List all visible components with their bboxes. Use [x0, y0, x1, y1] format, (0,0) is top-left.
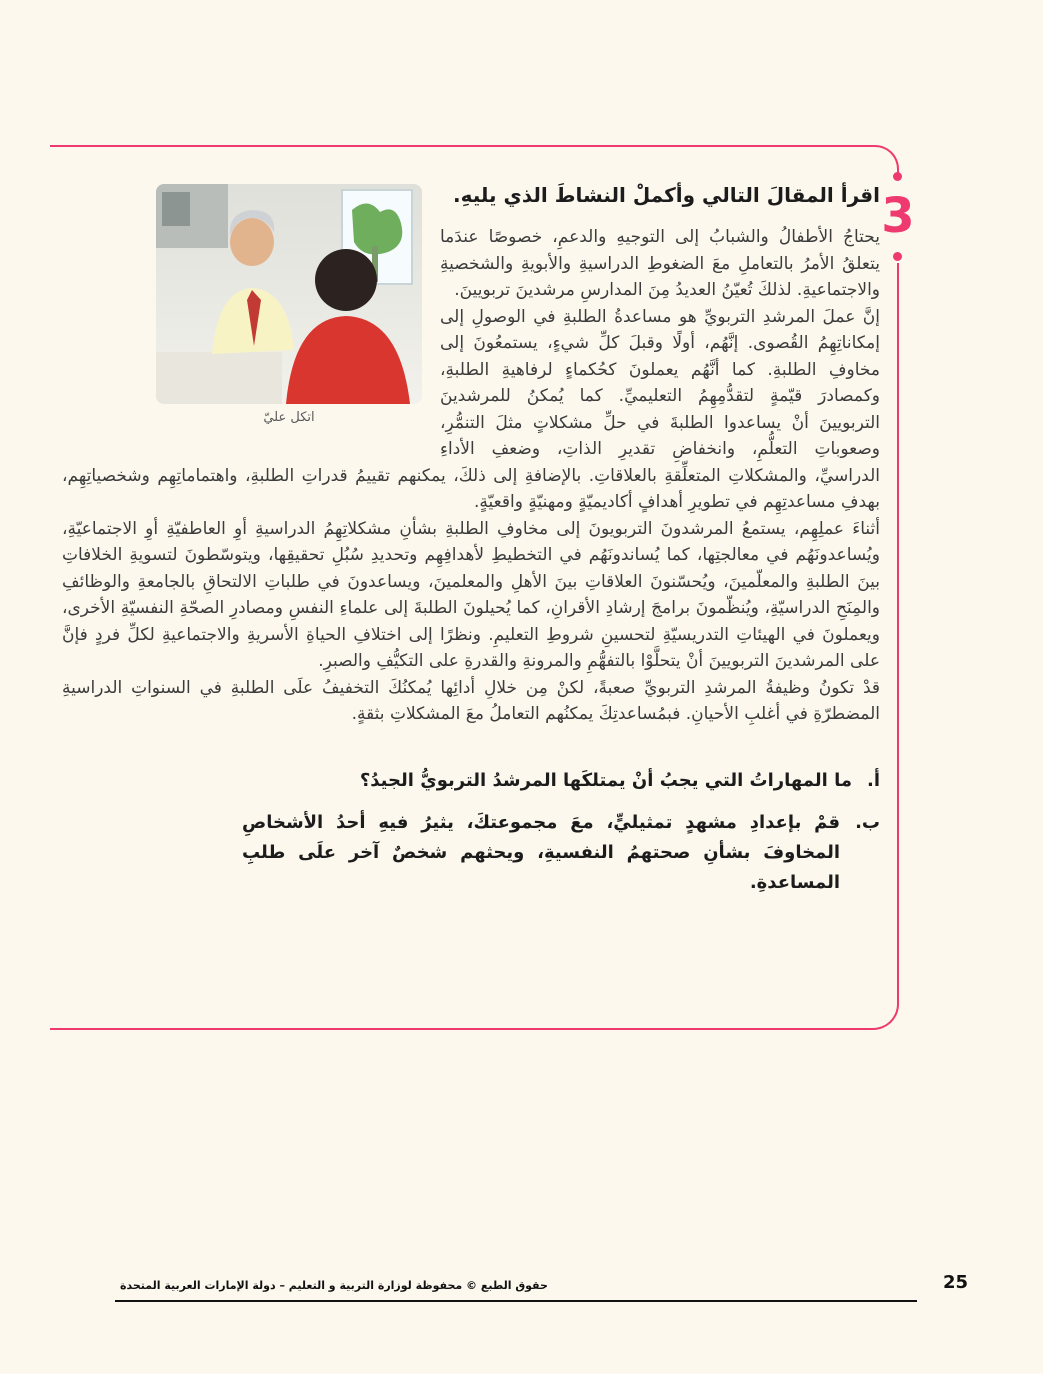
activity-label: أ. [866, 769, 880, 791]
page-number: 25 [943, 1272, 969, 1293]
activity-text: قمْ بإعدادِ مشهدٍ تمثيليٍّ، معَ مجموعتكَ، يثيرُ فيهِ أحدُ الأشخاصِ المخاوفَ بشأنِ صحتهمُ النفسيةِ، ويحثهم شخصٌ آخر علَى طلبِ المساعدةِ. [242, 811, 841, 893]
counseling-session-photo-illustration [156, 184, 422, 404]
frame-dot-top [893, 172, 902, 181]
photo-caption: اتكل عليّ [263, 410, 315, 425]
activity-text: ما المهاراتُ التي يجبُ أنْ يمتلكَها المرشدُ التربويُّ الجيدُ؟ [359, 769, 852, 791]
counselor-student-photo [156, 184, 422, 425]
article-heading: اقرأ المقالَ التالي وأكملْ النشاطَ الذي يليهِ. [453, 183, 880, 207]
article-paragraph: يحتاجُ الأطفالُ والشبابُ إلى التوجيهِ والدعمِ، خصوصًا عندَما يتعلقُ الأمرُ بالتعاملِ معَ الضغوطِ الدراسيةِ والأبويةِ والشخصيةِ والاجتماعيةِ. لذلكَ تُعيّنُ العديدُ مِنَ المدارسِ مرشدينَ تربويينَ. [440, 227, 880, 300]
footer-copyright: حقوق الطبع © محفوظة لوزارة التربية و التعليم – دولة الإمارات العربية المتحدة [120, 1279, 548, 1292]
content-frame-top-border [50, 145, 899, 179]
activity-label: ب. [855, 811, 880, 833]
section-number: 3 [881, 188, 915, 244]
article-paragraph: إنَّ عملَ المرشدِ التربويِّ هو مساعدةُ الطلبةِ في الوصولِ إلى إمكاناتِهِمُ القُصوى. إنَّهُم، أولًا وقبلَ كلِّ شيءٍ، يستمعُونَ إلى مخاوفِ الطلبةِ. كما أنَّهُم يعملونَ كحُكماءٍ لرفاهيةِ الطلبةِ، وكمصادرَ قيّمةٍ لتقدُّمِهِمُ التعليميِّ. كما يُمكنُ للمرشدينَ التربويينَ أنْ يساعدوا الطلبةَ في حلِّ مشكلاتٍ مثلَ التنمُّرِ، وصعوباتِ التعلُّمِ، وانخفاضِ تقديرِ الذاتِ، وضعفِ الأداءِ الدراسيِّ، والمشكلاتِ المتعلِّقةِ بالعلاقاتِ. بالإضافةِ إلى ذلكَ، يمكنهم تقييمُ قدراتِ الطلبةِ، واهتماماتِهِم وشخصياتِهِم، بهدفِ مساعدتِهِم في تطويرِ أهدافٍ أكاديميّةٍ ومهنيّةٍ واقعيّةٍ. [62, 306, 880, 512]
footer-rule [115, 1300, 917, 1302]
article-paragraph: قدْ تكونُ وظيفةُ المرشدِ التربويِّ صعبةً، لكنْ مِن خلالِ أدائِها يُمكنُكَ التخفيفُ علَى الطلبةِ في السنواتِ الدراسيةِ المضطرّةِ في أغلبِ الأحيانِ. فبمُساعدتِكَ يمكنُهم التعاملُ معَ المشكلاتِ بثقةٍ. [62, 677, 880, 724]
frame-dot-bottom [893, 252, 902, 261]
activity-item-a [242, 766, 880, 796]
activity-list [62, 766, 880, 898]
article-paragraph: أثناءَ عملِهِم، يستمعُ المرشدونَ التربويونَ إلى مخاوفِ الطلبةِ بشأنِ مشكلاتِهِمُ الدراسيةِ أوِ العاطفيّةِ أوِ الاجتماعيّةِ، ويُساعدونَهُم في معالجتِها، كما يُساندونَهُم في التخطيطِ لأهدافِهِم وتحديدِ سُبُلِ تحقيقِها، ويتوسّطونَ لتسويةِ الخلافاتِ بينَ الطلبةِ والمعلّمينَ، ويُحسّنونَ العلاقاتِ بينَ الأهلِ والمعلمينَ، ويساعدونَ في طلباتِ الالتحاقِ بالجامعةِ والوظائفِ والمِنَحِ الدراسيّةِ، ويُنظّمونَ برامجَ إرشادِ الأقرانِ، كما يُحيلونَ الطلبةَ إلى علماءِ النفسِ ومصادرِ الصحّةِ النفسيّةِ الأخرى، ويعملونَ في الهيئاتِ التدريسيّةِ لتحسينِ شروطِ التعليمِ. ونظرًا إلى اختلافِ الحياةِ الأسريةِ والاجتماعيةِ لكلِّ فردٍ فإنَّ على المرشدينَ التربويينَ أنْ يتحلَّوْا بالتفهُّمِ والمرونةِ والقدرةِ على التكيُّفِ والصبرِ. [62, 518, 880, 671]
activity-item-b [242, 808, 880, 898]
article-content [62, 176, 880, 910]
